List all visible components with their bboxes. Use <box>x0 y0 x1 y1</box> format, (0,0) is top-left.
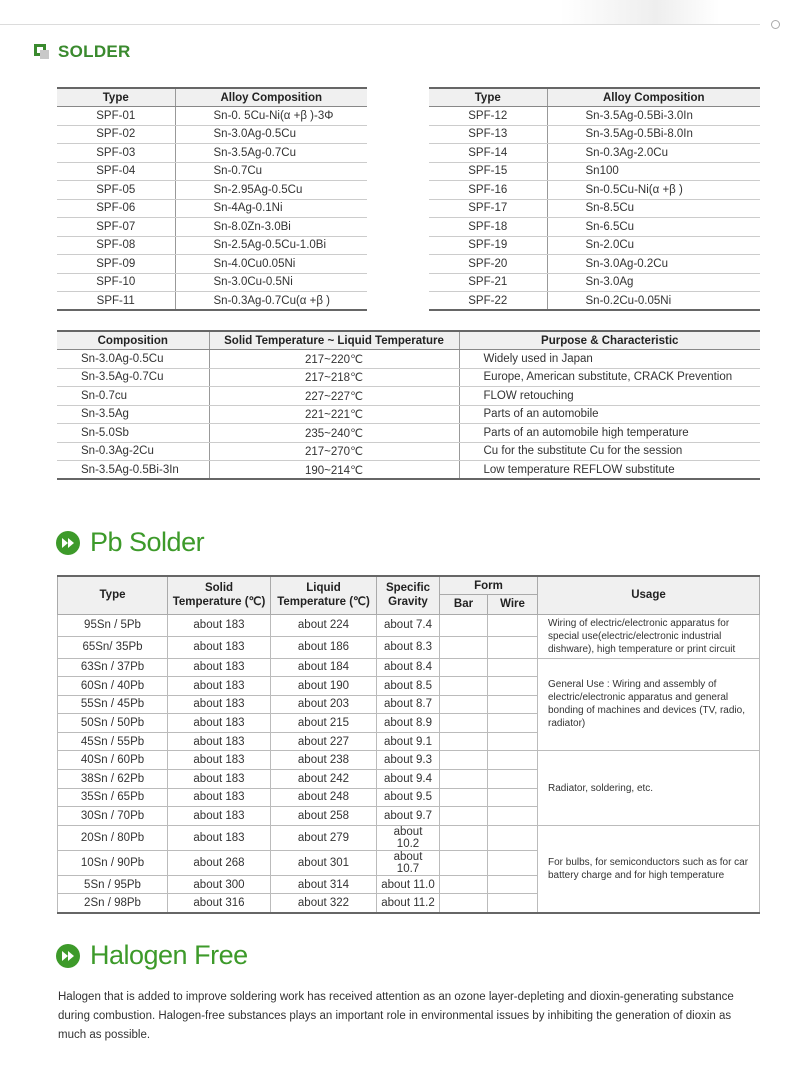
table-row <box>58 658 760 677</box>
gravity-cell: about 8.4 <box>377 658 440 677</box>
table-row <box>57 181 367 200</box>
bar-cell <box>440 751 488 770</box>
alloy-cell: Sn-3.0Cu-0.5Ni <box>175 273 367 292</box>
solid-temp-cell: about 183 <box>168 788 271 807</box>
table-row <box>429 199 760 218</box>
purpose-cell: Cu for the substitute Cu for the session <box>459 442 760 461</box>
temperature-cell: 227~227℃ <box>209 387 459 406</box>
type-cell: SPF-11 <box>57 292 175 311</box>
gravity-cell: about 9.3 <box>377 751 440 770</box>
wire-cell <box>488 850 538 875</box>
col-alloy: Alloy Composition <box>547 88 760 107</box>
type-cell: 20Sn / 80Pb <box>58 825 168 850</box>
type-cell: SPF-05 <box>57 181 175 200</box>
purpose-cell: Widely used in Japan <box>459 350 760 369</box>
wire-cell <box>488 894 538 913</box>
table-row <box>57 405 760 424</box>
table-row <box>429 107 760 126</box>
wire-cell <box>488 677 538 696</box>
gravity-cell: about 8.5 <box>377 677 440 696</box>
solid-temp-cell: about 300 <box>168 875 271 894</box>
gravity-cell: about 9.4 <box>377 770 440 789</box>
purpose-cell: Parts of an automobile <box>459 405 760 424</box>
solid-temp-cell: about 183 <box>168 636 271 658</box>
usage-cell: For bulbs, for semiconductors such as for car battery charge and for high temperature <box>538 825 760 912</box>
type-cell: SPF-21 <box>429 273 547 292</box>
halogen-title-text: Halogen Free <box>90 940 248 970</box>
gravity-cell: about 9.5 <box>377 788 440 807</box>
col-wire: Wire <box>488 595 538 614</box>
alloy-cell: Sn100 <box>547 162 760 181</box>
table-row <box>58 751 760 770</box>
temperature-cell: 221~221℃ <box>209 405 459 424</box>
usage-cell: General Use : Wiring and assembly of electric/electronic apparatus and general bonding of machines and devices (TV, radio, radiator) <box>538 658 760 751</box>
type-cell: SPF-19 <box>429 236 547 255</box>
table-row <box>57 144 367 163</box>
table-row <box>58 825 760 850</box>
composition-cell: Sn-3.0Ag-0.5Cu <box>57 350 209 369</box>
wire-cell <box>488 658 538 677</box>
alloy-cell: Sn-6.5Cu <box>547 218 760 237</box>
type-cell: SPF-17 <box>429 199 547 218</box>
table-row <box>429 236 760 255</box>
liquid-temp-cell: about 238 <box>271 751 377 770</box>
gravity-cell: about 11.0 <box>377 875 440 894</box>
wire-cell <box>488 825 538 850</box>
composition-cell: Sn-3.5Ag <box>57 405 209 424</box>
wire-cell <box>488 807 538 826</box>
type-cell: SPF-12 <box>429 107 547 126</box>
type-cell: 35Sn / 65Pb <box>58 788 168 807</box>
table-row <box>57 218 367 237</box>
type-cell: 5Sn / 95Pb <box>58 875 168 894</box>
alloy-cell: Sn-2.95Ag-0.5Cu <box>175 181 367 200</box>
alloy-cell: Sn-3.5Ag-0.5Bi-8.0In <box>547 125 760 144</box>
type-cell: 60Sn / 40Pb <box>58 677 168 696</box>
fast-forward-icon <box>56 531 80 555</box>
table-row <box>57 350 760 369</box>
table-row <box>57 125 367 144</box>
wire-cell <box>488 788 538 807</box>
composition-cell: Sn-0.3Ag-2Cu <box>57 442 209 461</box>
type-cell: 65Sn/ 35Pb <box>58 636 168 658</box>
solid-temp-cell: about 183 <box>168 677 271 696</box>
alloy-cell: Sn-8.0Zn-3.0Bi <box>175 218 367 237</box>
gravity-cell: about 9.7 <box>377 807 440 826</box>
solid-temp-cell: about 183 <box>168 614 271 636</box>
table-row <box>57 273 367 292</box>
type-cell: 40Sn / 60Pb <box>58 751 168 770</box>
alloy-cell: Sn-3.5Ag-0.5Bi-3.0In <box>547 107 760 126</box>
liquid-temp-cell: about 184 <box>271 658 377 677</box>
col-liquid-temp: Liquid Temperature (℃) <box>271 576 377 614</box>
table-row <box>429 181 760 200</box>
alloy-cell: Sn-0.7Cu <box>175 162 367 181</box>
col-solid-temp: Solid Temperature (℃) <box>168 576 271 614</box>
type-cell: SPF-20 <box>429 255 547 274</box>
alloy-cell: Sn-0. 5Cu-Ni(α +β )-3Φ <box>175 107 367 126</box>
col-form: Form <box>440 576 538 595</box>
pb-title-text: Pb Solder <box>90 527 205 557</box>
solid-temp-cell: about 183 <box>168 695 271 714</box>
type-cell: SPF-07 <box>57 218 175 237</box>
alloy-cell: Sn-4Ag-0.1Ni <box>175 199 367 218</box>
table-row <box>429 255 760 274</box>
alloy-cell: Sn-0.2Cu-0.05Ni <box>547 292 760 311</box>
temperature-cell: 235~240℃ <box>209 424 459 443</box>
halogen-paragraph: Halogen that is added to improve soldering work has received attention as an ozone layer-depleting and dioxin-generating substance during combustion. Halogen-free substances plays an important role in environmental issues by inhibiting the generation of dioxin as much as possible. <box>58 991 734 1041</box>
type-cell: 50Sn / 50Pb <box>58 714 168 733</box>
liquid-temp-cell: about 314 <box>271 875 377 894</box>
purpose-cell: FLOW retouching <box>459 387 760 406</box>
alloy-cell: Sn-0.5Cu-Ni(α +β ) <box>547 181 760 200</box>
bar-cell <box>440 770 488 789</box>
col-type: Type <box>58 576 168 614</box>
table-row <box>58 614 760 636</box>
table-row <box>429 162 760 181</box>
type-cell: 45Sn / 55Pb <box>58 732 168 751</box>
type-cell: SPF-10 <box>57 273 175 292</box>
alloy-cell: Sn-0.3Ag-2.0Cu <box>547 144 760 163</box>
solid-temp-cell: about 183 <box>168 825 271 850</box>
table-row <box>57 368 760 387</box>
gravity-cell: about 8.9 <box>377 714 440 733</box>
liquid-temp-cell: about 227 <box>271 732 377 751</box>
solid-temp-cell: about 183 <box>168 732 271 751</box>
type-cell: SPF-02 <box>57 125 175 144</box>
table-row <box>57 236 367 255</box>
type-cell: SPF-06 <box>57 199 175 218</box>
liquid-temp-cell: about 301 <box>271 850 377 875</box>
bar-cell <box>440 732 488 751</box>
wire-cell <box>488 875 538 894</box>
purpose-cell: Low temperature REFLOW substitute <box>459 461 760 480</box>
solid-temp-cell: about 183 <box>168 751 271 770</box>
type-cell: 63Sn / 37Pb <box>58 658 168 677</box>
temperature-cell: 190~214℃ <box>209 461 459 480</box>
alloy-table-left <box>57 87 367 311</box>
usage-cell: Radiator, soldering, etc. <box>538 751 760 825</box>
temperature-cell: 217~220℃ <box>209 350 459 369</box>
header-decoration <box>560 0 720 24</box>
type-cell: 10Sn / 90Pb <box>58 850 168 875</box>
solid-temp-cell: about 268 <box>168 850 271 875</box>
bar-cell <box>440 695 488 714</box>
wire-cell <box>488 636 538 658</box>
bar-cell <box>440 894 488 913</box>
alloy-cell: Sn-3.0Ag-0.2Cu <box>547 255 760 274</box>
type-cell: SPF-14 <box>429 144 547 163</box>
temperature-cell: 217~218℃ <box>209 368 459 387</box>
table-row <box>429 273 760 292</box>
composition-cell: Sn-3.5Ag-0.5Bi-3In <box>57 461 209 480</box>
gravity-cell: about 11.2 <box>377 894 440 913</box>
composition-cell: Sn-3.5Ag-0.7Cu <box>57 368 209 387</box>
col-usage: Usage <box>538 576 760 614</box>
table-row <box>57 199 367 218</box>
wire-cell <box>488 714 538 733</box>
alloy-cell: Sn-3.5Ag-0.7Cu <box>175 144 367 163</box>
col-temperature: Solid Temperature ~ Liquid Temperature <box>209 331 459 350</box>
halogen-section-title <box>56 940 248 971</box>
table-row <box>57 292 367 311</box>
purpose-cell: Parts of an automobile high temperature <box>459 424 760 443</box>
alloy-cell: Sn-2.0Cu <box>547 236 760 255</box>
type-cell: 55Sn / 45Pb <box>58 695 168 714</box>
bar-cell <box>440 825 488 850</box>
table-row <box>429 125 760 144</box>
col-type: Type <box>429 88 547 107</box>
solid-temp-cell: about 183 <box>168 714 271 733</box>
type-cell: SPF-13 <box>429 125 547 144</box>
wire-cell <box>488 695 538 714</box>
type-cell: SPF-04 <box>57 162 175 181</box>
circle-icon <box>771 20 780 29</box>
liquid-temp-cell: about 203 <box>271 695 377 714</box>
table-row <box>429 292 760 311</box>
square-bullet-icon <box>34 44 50 60</box>
table-row <box>57 162 367 181</box>
solder-title-text: SOLDER <box>58 42 131 61</box>
fast-forward-icon <box>56 944 80 968</box>
pb-solder-table <box>57 575 760 914</box>
bar-cell <box>440 714 488 733</box>
table-row <box>57 424 760 443</box>
gravity-cell: about 8.3 <box>377 636 440 658</box>
bar-cell <box>440 614 488 636</box>
wire-cell <box>488 751 538 770</box>
table-row <box>429 218 760 237</box>
col-composition: Composition <box>57 331 209 350</box>
table-row <box>429 144 760 163</box>
col-bar: Bar <box>440 595 488 614</box>
type-cell: SPF-01 <box>57 107 175 126</box>
usage-cell: Wiring of electric/electronic apparatus for special use(electric/electronic industrial dishware), high temperature or print circuit <box>538 614 760 658</box>
liquid-temp-cell: about 248 <box>271 788 377 807</box>
liquid-temp-cell: about 322 <box>271 894 377 913</box>
liquid-temp-cell: about 224 <box>271 614 377 636</box>
solid-temp-cell: about 316 <box>168 894 271 913</box>
bar-cell <box>440 875 488 894</box>
type-cell: SPF-22 <box>429 292 547 311</box>
gravity-cell: about 8.7 <box>377 695 440 714</box>
solder-section-title <box>34 42 131 62</box>
table-row <box>57 255 367 274</box>
type-cell: SPF-15 <box>429 162 547 181</box>
alloy-cell: Sn-4.0Cu0.05Ni <box>175 255 367 274</box>
bar-cell <box>440 636 488 658</box>
type-cell: 95Sn / 5Pb <box>58 614 168 636</box>
wire-cell <box>488 732 538 751</box>
bar-cell <box>440 788 488 807</box>
bar-cell <box>440 658 488 677</box>
solid-temp-cell: about 183 <box>168 770 271 789</box>
table-row <box>57 461 760 480</box>
liquid-temp-cell: about 190 <box>271 677 377 696</box>
header-rule <box>0 24 760 25</box>
gravity-cell: about 9.1 <box>377 732 440 751</box>
type-cell: SPF-16 <box>429 181 547 200</box>
liquid-temp-cell: about 242 <box>271 770 377 789</box>
alloy-cell: Sn-8.5Cu <box>547 199 760 218</box>
type-cell: SPF-03 <box>57 144 175 163</box>
purpose-cell: Europe, American substitute, CRACK Prevention <box>459 368 760 387</box>
table-row <box>57 387 760 406</box>
gravity-cell: about 10.7 <box>377 850 440 875</box>
gravity-cell: about 10.2 <box>377 825 440 850</box>
type-cell: 2Sn / 98Pb <box>58 894 168 913</box>
liquid-temp-cell: about 258 <box>271 807 377 826</box>
bar-cell <box>440 677 488 696</box>
liquid-temp-cell: about 215 <box>271 714 377 733</box>
wire-cell <box>488 614 538 636</box>
temperature-cell: 217~270℃ <box>209 442 459 461</box>
type-cell: 30Sn / 70Pb <box>58 807 168 826</box>
bar-cell <box>440 850 488 875</box>
wire-cell <box>488 770 538 789</box>
type-cell: SPF-08 <box>57 236 175 255</box>
bar-cell <box>440 807 488 826</box>
type-cell: 38Sn / 62Pb <box>58 770 168 789</box>
composition-cell: Sn-5.0Sb <box>57 424 209 443</box>
alloy-cell: Sn-0.3Ag-0.7Cu(α +β ) <box>175 292 367 311</box>
col-purpose: Purpose & Characteristic <box>459 331 760 350</box>
pb-section-title <box>56 527 204 558</box>
composition-cell: Sn-0.7cu <box>57 387 209 406</box>
alloy-cell: Sn-2.5Ag-0.5Cu-1.0Bi <box>175 236 367 255</box>
table-row <box>57 442 760 461</box>
col-type: Type <box>57 88 175 107</box>
solid-temp-cell: about 183 <box>168 807 271 826</box>
liquid-temp-cell: about 186 <box>271 636 377 658</box>
table-row <box>57 107 367 126</box>
type-cell: SPF-09 <box>57 255 175 274</box>
purpose-table <box>57 330 760 480</box>
alloy-cell: Sn-3.0Ag-0.5Cu <box>175 125 367 144</box>
type-cell: SPF-18 <box>429 218 547 237</box>
solid-temp-cell: about 183 <box>168 658 271 677</box>
col-gravity: Specific Gravity <box>377 576 440 614</box>
alloy-table-right <box>429 87 760 311</box>
alloy-cell: Sn-3.0Ag <box>547 273 760 292</box>
gravity-cell: about 7.4 <box>377 614 440 636</box>
liquid-temp-cell: about 279 <box>271 825 377 850</box>
col-alloy: Alloy Composition <box>175 88 367 107</box>
